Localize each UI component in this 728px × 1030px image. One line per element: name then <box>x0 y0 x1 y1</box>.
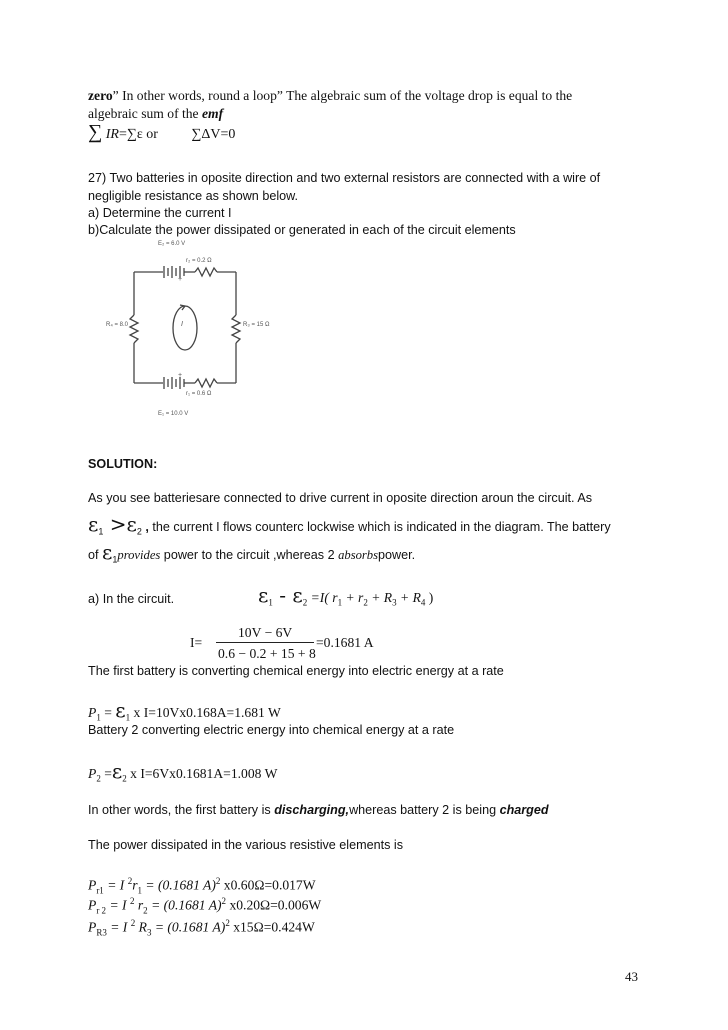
pr2-i: = I <box>106 897 130 913</box>
label-e1: E₁ = 10.0 V <box>158 411 189 417</box>
label-plus-top: + <box>178 276 183 283</box>
fraction-denominator: 0.6 − 0.2 + 15 + 8 <box>218 646 316 661</box>
comma: , <box>141 520 149 534</box>
intro-emf: emf <box>202 106 224 121</box>
solution-line-3-mid: power to the circuit ,whereas 2 <box>160 548 339 562</box>
formula-eq: =∑ε <box>118 127 143 142</box>
p1-sub: 1 <box>96 712 101 723</box>
formula-zero: 0 <box>228 127 236 142</box>
eq-sub-1: 1 <box>337 597 343 608</box>
part-a-label: a) In the circuit. <box>88 592 175 606</box>
pr2-r: r <box>134 897 144 913</box>
intro-zero: zero <box>88 88 113 103</box>
greater-than: > <box>103 512 127 536</box>
epsilon-1b: ε <box>102 540 113 564</box>
pr2-psup: 2 <box>221 896 227 906</box>
pr1-rsub: 1 <box>137 885 143 896</box>
epsilon-2: ε <box>126 512 137 536</box>
eq-rhs: =I( r <box>307 590 338 605</box>
eq-close: ) <box>425 590 434 605</box>
eq-eps2-sub: 2 <box>302 597 308 608</box>
label-e2: E₂ = 6.0 V <box>158 241 186 247</box>
p2-label: P <box>88 766 97 781</box>
pr3-rsub: 3 <box>146 927 152 938</box>
solution-line-2 <box>88 512 611 541</box>
solution-line-2-text: the current I flows counterc lockwise which is indicated in the diagram. The battery <box>148 520 611 534</box>
summary-start: In other words, the first battery is <box>88 803 275 817</box>
p2-eq: = <box>100 766 112 781</box>
charged-text: charged <box>499 803 549 817</box>
pr1-i: = I <box>103 877 128 893</box>
summary-line <box>88 802 549 819</box>
eq-r3: + R <box>367 590 393 605</box>
intro-line-2-text: algebraic sum of the <box>88 106 202 121</box>
summary-mid: whereas battery 2 is being <box>349 803 500 817</box>
power-r3-row <box>88 915 315 941</box>
intro-line-1-text: ” In other words, round a loop” The algebraic sum of the voltage drop is equal to the <box>112 88 573 103</box>
eq-sub-4: 4 <box>420 597 426 608</box>
epsilon-1: ε <box>88 512 99 536</box>
eq-r4: + R <box>396 590 421 605</box>
solution-line-3-end: power. <box>378 548 416 562</box>
pr1-end: x0.60Ω=0.017W <box>220 877 316 893</box>
kirchhoff-formula <box>88 121 236 143</box>
battery1-text: The first battery is converting chemical energy into electric energy at a rate <box>88 664 504 678</box>
label-r1: r₁ = 0.6 Ω <box>186 391 212 397</box>
epsilon-2-sub: 2 <box>136 526 142 537</box>
pr3-sub: R3 <box>96 927 107 938</box>
current-result: =0.1681 A <box>316 635 374 650</box>
of-text: of <box>88 548 103 562</box>
current-i-label: I= <box>190 635 203 650</box>
label-current: I <box>181 321 183 328</box>
pr1-sup: 2 <box>127 876 133 886</box>
p1-eps: ε <box>115 698 126 722</box>
p2-rest: x I=6Vx0.1681A=1.008 W <box>126 766 278 781</box>
pr3-paren: = (0.1681 A) <box>151 919 226 935</box>
eq-epsilon-1: ε <box>258 583 269 607</box>
epsilon-1b-sub: 1 <box>112 554 118 565</box>
battery2-text: Battery 2 converting electric energy into chemical energy at a rate <box>88 723 455 737</box>
pr2-rsub: 2 <box>143 905 148 916</box>
absorbs-text: absorbs <box>338 548 378 562</box>
pr2-sup: 2 <box>129 896 135 906</box>
label-r4: R₄ = 8.0 <box>106 322 128 328</box>
pr3-end: x15Ω=0.424W <box>229 919 315 935</box>
dissipated-intro: The power dissipated in the various resistive elements is <box>88 838 403 852</box>
problem-line-2: negligible resistance as shown below. <box>88 189 299 203</box>
eq-r2: + r <box>342 590 364 605</box>
solution-line-3 <box>88 540 416 569</box>
pr1-r: r <box>132 877 138 893</box>
page-number: 43 <box>625 969 638 984</box>
pr2-label: P <box>88 897 97 913</box>
pr1-psup: 2 <box>215 876 221 886</box>
problem-part-a: a) Determine the current I <box>88 206 232 220</box>
p2-sub: 2 <box>96 773 101 784</box>
p2-eps: ε <box>111 759 123 783</box>
fraction-line <box>216 642 314 643</box>
discharging-text: discharging, <box>274 803 350 817</box>
pr2-sub: r 2 <box>96 905 107 916</box>
pr1-paren: = (0.1681 A) <box>142 877 216 893</box>
label-r3: R₃ = 15 Ω <box>243 322 270 328</box>
sum-symbol-1: ∑ <box>88 121 103 143</box>
eq-epsilon-2: ε <box>292 583 303 607</box>
p2-eps-sub: 2 <box>122 773 127 784</box>
eq-eps1-sub: 1 <box>268 597 273 608</box>
eq-sub-3: 3 <box>392 597 397 608</box>
pr3-label: P <box>88 919 97 935</box>
fraction-numerator: 10V − 6V <box>238 625 293 640</box>
formula-ir: IR <box>105 127 119 142</box>
pr2-end: x0.20Ω=0.006W <box>226 897 322 913</box>
provides-text: provides <box>117 548 161 562</box>
battery2-power <box>88 759 278 788</box>
epsilon-1-sub: 1 <box>98 526 104 537</box>
p1-label: P <box>88 705 97 720</box>
formula-sum-dv: ∑ΔV= <box>191 127 229 142</box>
label-plus-bottom: + <box>178 372 183 379</box>
problem-part-b: b)Calculate the power dissipated or generated in each of the circuit elements <box>88 223 516 237</box>
intro-line-2 <box>88 105 223 122</box>
solution-heading: SOLUTION: <box>88 457 158 471</box>
pr2-paren: = (0.1681 A) <box>147 897 222 913</box>
label-r2: r₂ = 0.2 Ω <box>186 258 212 264</box>
problem-line-1: 27) Two batteries in oposite direction and two external resistors are connected with a wire of <box>88 171 601 185</box>
p1-rest: x I=10Vx0.168A=1.681 W <box>130 705 281 720</box>
pr3-psup: 2 <box>225 918 230 928</box>
eq-minus: - <box>272 583 293 607</box>
formula-or: or <box>146 127 158 142</box>
circuit-equation <box>258 583 434 612</box>
pr3-r: R <box>135 919 147 935</box>
p1-eps-sub: 1 <box>125 712 131 723</box>
pr1-label: P <box>88 877 97 893</box>
p1-eq: = <box>100 705 116 720</box>
pr3-sup: 2 <box>130 918 136 928</box>
eq-sub-2: 2 <box>363 597 368 608</box>
pr3-i: = I <box>106 919 131 935</box>
pr1-sub: r1 <box>96 885 104 896</box>
solution-line-1: As you see batteriesare connected to drive current in oposite direction aroun the circuit. As <box>88 491 593 505</box>
intro-line-1 <box>88 87 572 104</box>
